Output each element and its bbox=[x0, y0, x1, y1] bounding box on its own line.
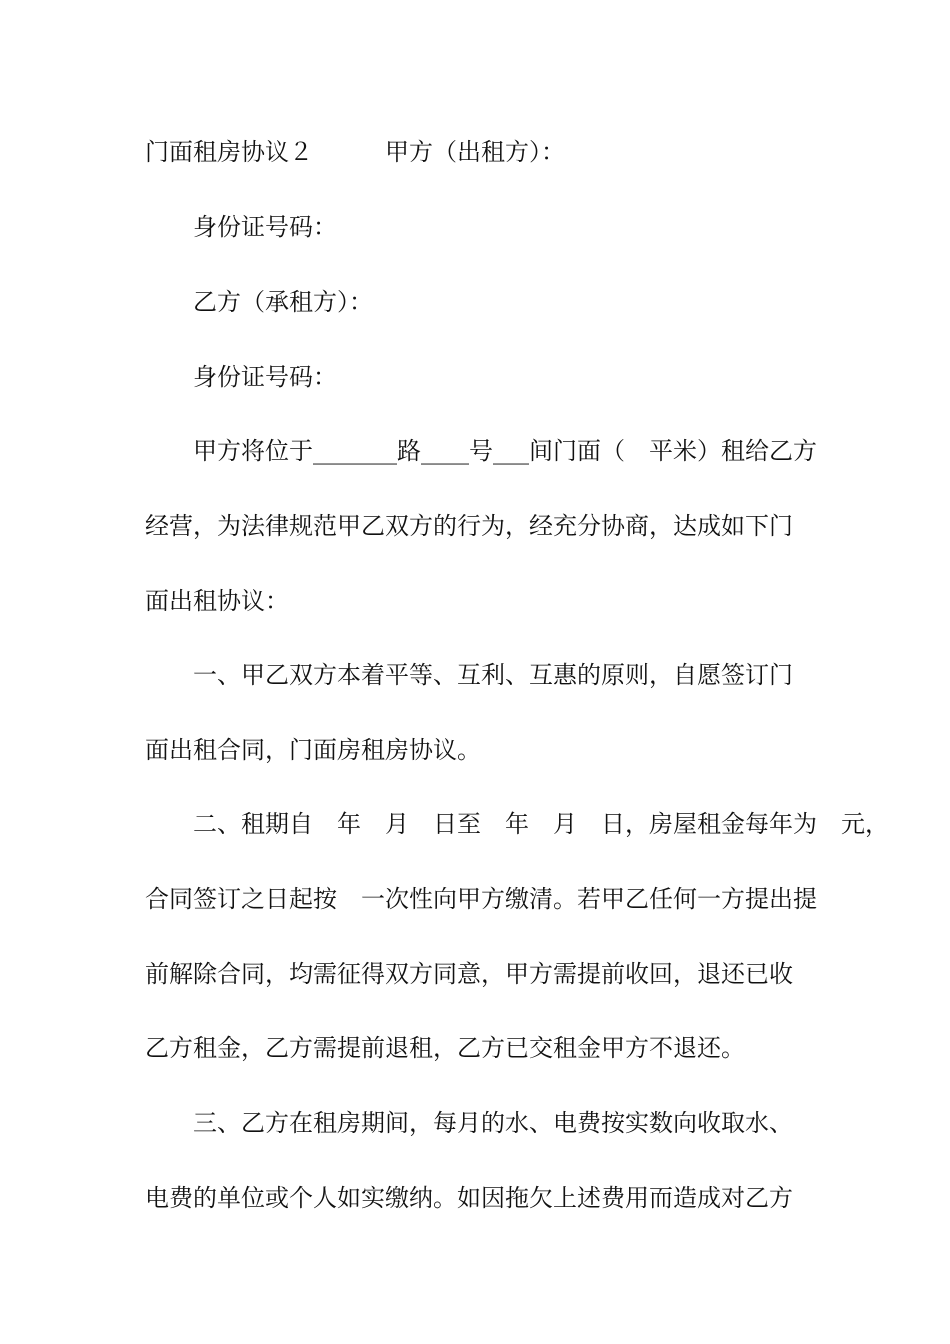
clause-two-line: 合同签订之日起按 一次性向甲方缴清。若甲乙任何一方提出提 bbox=[145, 885, 817, 913]
clause-two-line: 二、租期自 年 月 日至 年 月 日，房屋租金每年为 元， bbox=[193, 810, 889, 838]
body-line: 经营，为法律规范甲乙双方的行为，经充分协商，达成如下门 bbox=[145, 512, 793, 540]
party-b-line: 乙方（承租方）： bbox=[193, 288, 373, 316]
document-title-line: 门面租房协议２ 甲方（出租方）： bbox=[145, 138, 565, 166]
clause-three-line: 三、乙方在租房期间，每月的水、电费按实数向收取水、 bbox=[193, 1109, 793, 1137]
body-line: 面出租协议： bbox=[145, 587, 289, 615]
clause-two-line: 前解除合同，均需征得双方同意，甲方需提前收回，退还已收 bbox=[145, 960, 793, 988]
party-a-id-line: 身份证号码： bbox=[193, 213, 337, 241]
clause-two-line: 乙方租金，乙方需提前退租，乙方已交租金甲方不退还。 bbox=[145, 1034, 745, 1062]
clause-three-line: 电费的单位或个人如实缴纳。如因拖欠上述费用而造成对乙方 bbox=[145, 1184, 793, 1212]
clause-one-line: 面出租合同，门面房租房协议。 bbox=[145, 736, 481, 764]
clause-one-line: 一、甲乙双方本着平等、互利、互惠的原则，自愿签订门 bbox=[193, 661, 793, 689]
party-b-id-line: 身份证号码： bbox=[193, 363, 337, 391]
body-line: 甲方将位于_______路____号___间门面（ 平米）租给乙方 bbox=[193, 437, 817, 465]
